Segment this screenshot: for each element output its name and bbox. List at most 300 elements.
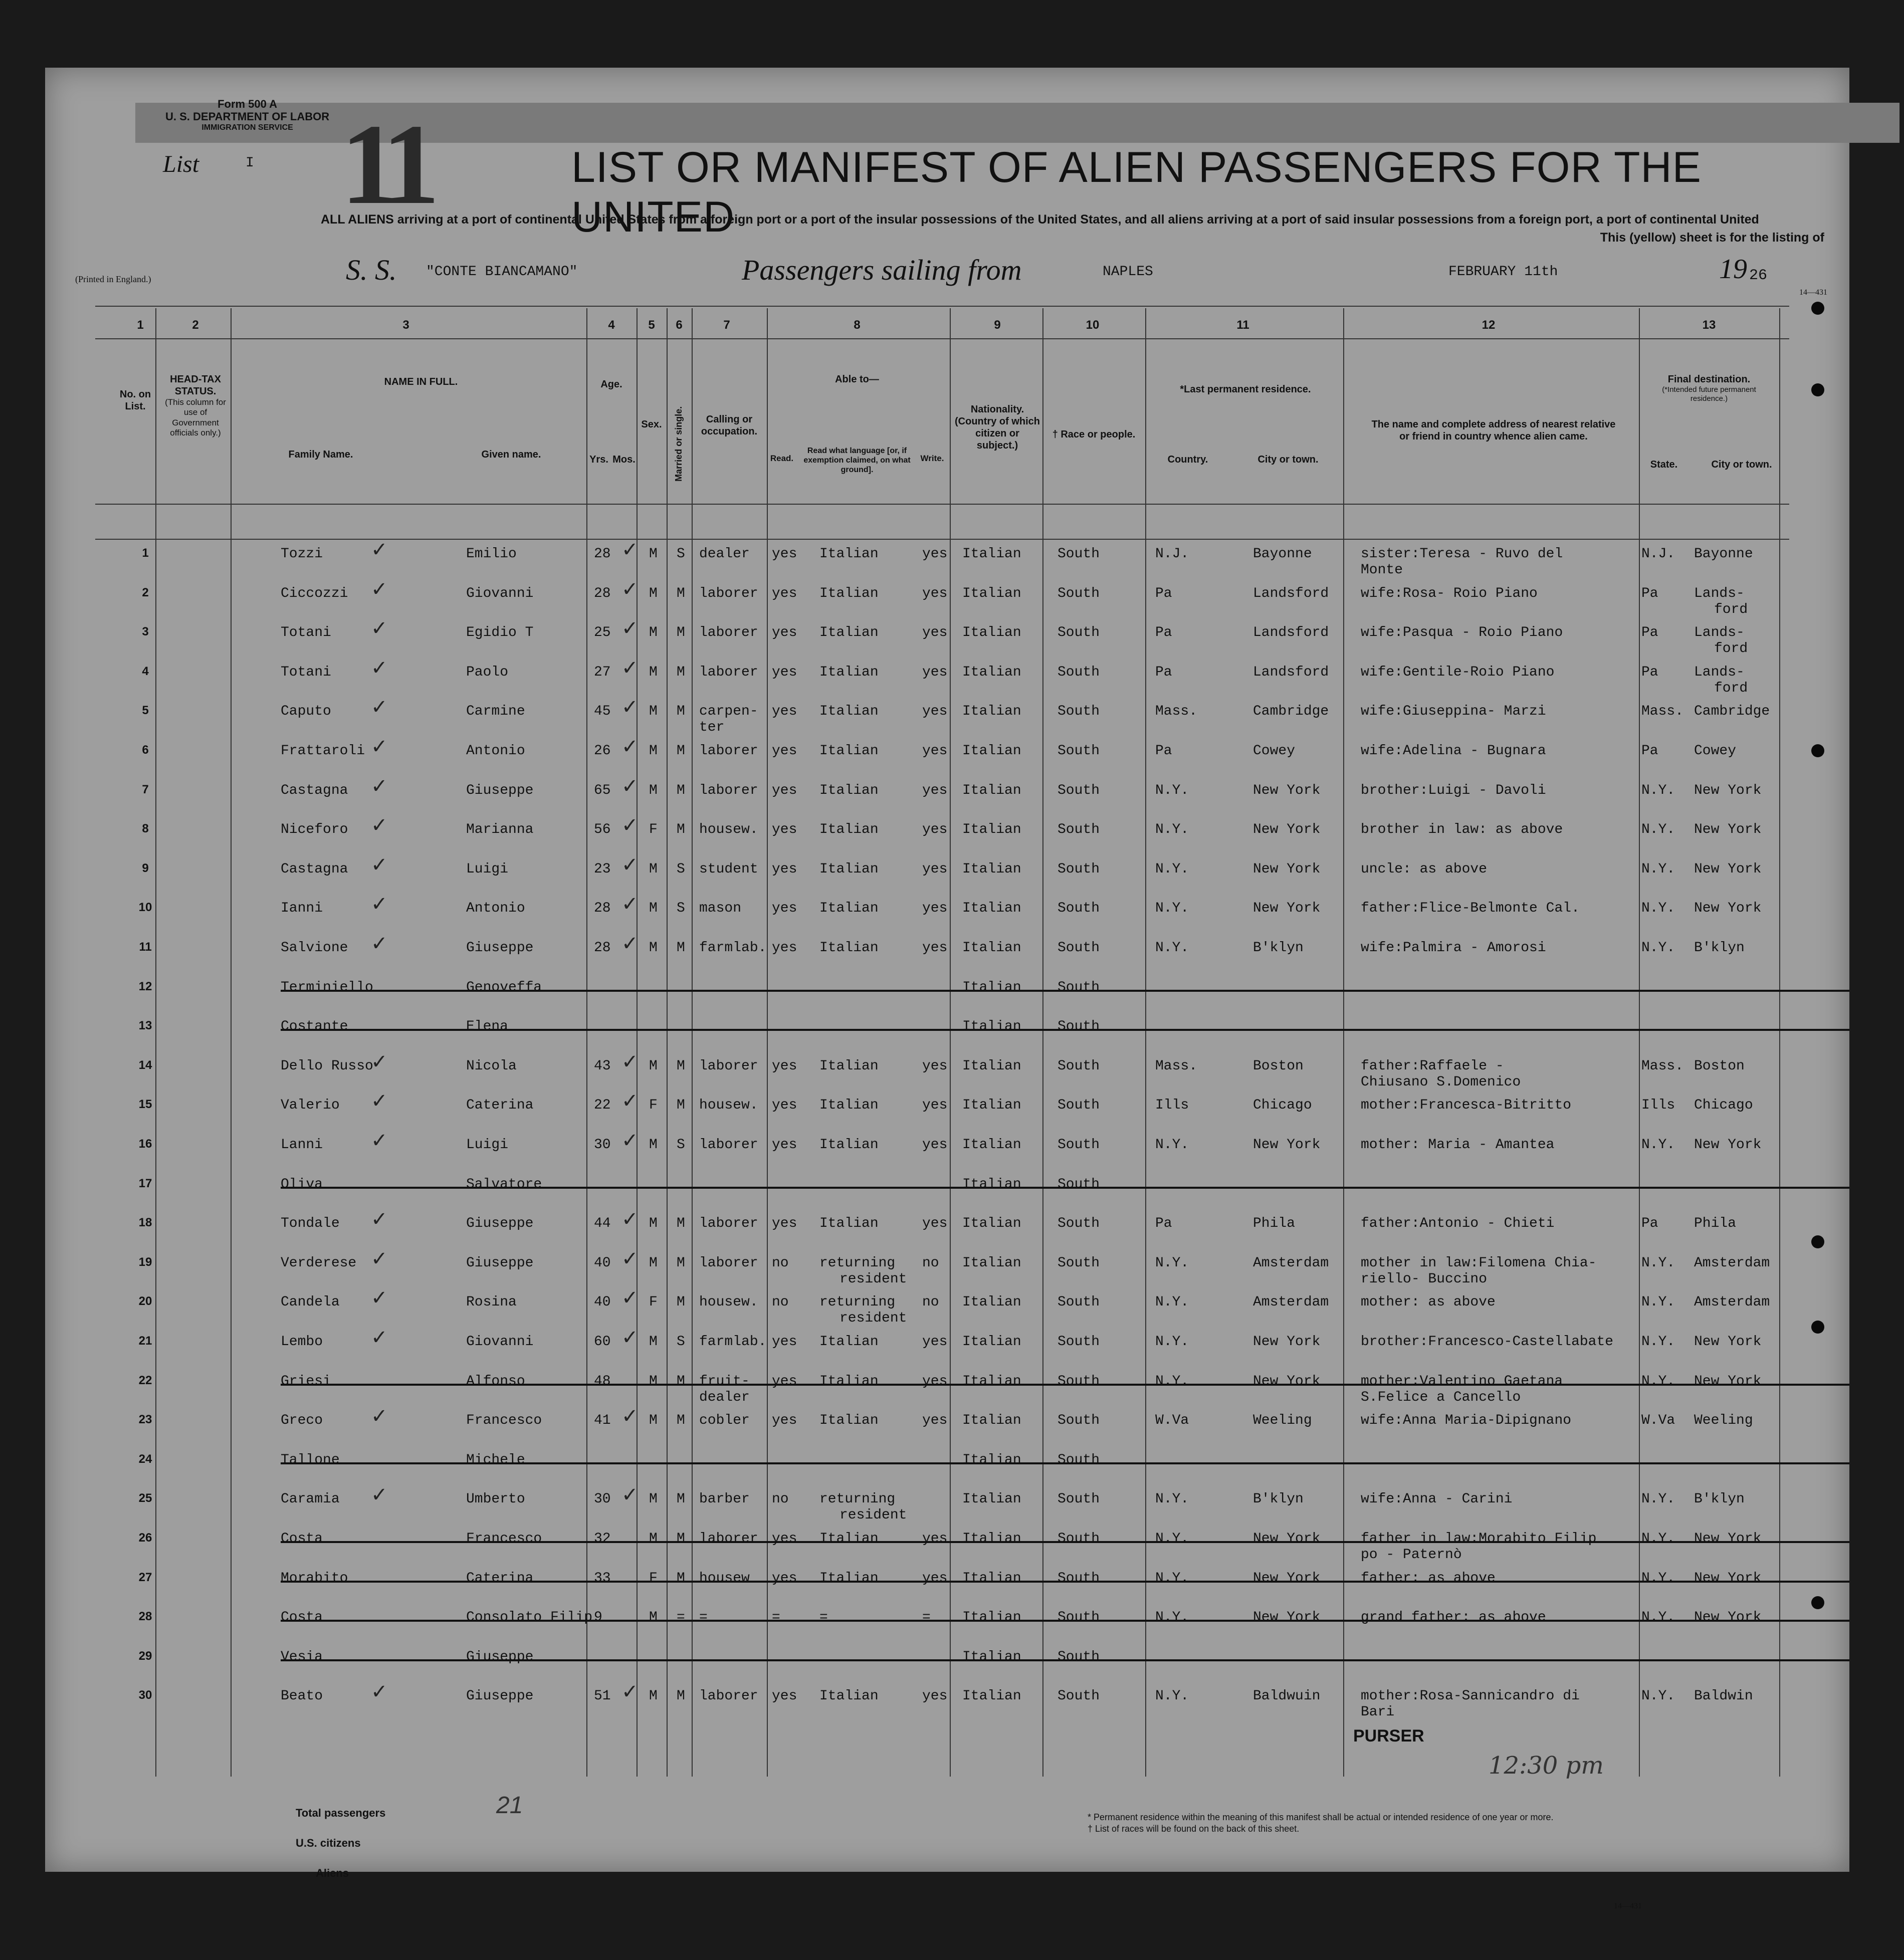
checkmark-icon: ✓	[621, 893, 639, 916]
family-name: Dello Russo	[281, 1058, 373, 1074]
form-ref-bottom: 14—431	[1614, 1902, 1642, 1910]
occupation: =	[699, 1610, 708, 1626]
checkmark-icon: ✓	[371, 932, 388, 955]
family-name: Lembo	[281, 1334, 323, 1350]
nationality: Italian	[962, 1019, 1021, 1035]
nearest-relative: brother in law: as above	[1361, 822, 1563, 838]
table-row	[45, 932, 1849, 979]
family-name: Caramia	[281, 1491, 340, 1507]
residence-country: N.Y.	[1155, 861, 1189, 877]
row-number: 18	[138, 1216, 152, 1230]
residence-city: Cambridge	[1253, 704, 1329, 720]
can-write: yes	[922, 1373, 948, 1389]
race: South	[1057, 585, 1100, 601]
residence-country: N.Y.	[1155, 782, 1189, 798]
age-years: 27	[594, 664, 611, 680]
occupation: dealer	[699, 546, 750, 562]
sex: M	[649, 1413, 658, 1429]
sex: M	[649, 1688, 658, 1704]
read-language: Italian	[819, 1531, 879, 1547]
age-years: 28	[594, 901, 611, 917]
destination-city: New York	[1694, 1334, 1762, 1350]
read-language: =	[819, 1610, 828, 1626]
sex: M	[649, 1216, 658, 1232]
can-write: yes	[922, 1216, 948, 1232]
destination-city: B'klyn	[1694, 940, 1745, 956]
residence-country: N.Y.	[1155, 1531, 1189, 1547]
strike-line	[281, 1029, 1849, 1031]
can-write: yes	[922, 861, 948, 877]
destination-state: Pa	[1641, 585, 1658, 601]
can-read: yes	[772, 782, 797, 798]
read-language: Italian	[819, 743, 879, 759]
can-read: yes	[772, 546, 797, 562]
can-write: =	[922, 1610, 931, 1626]
final-destination-label: Final destination.	[1667, 374, 1751, 385]
can-read: yes	[772, 822, 797, 838]
table-row	[45, 853, 1849, 901]
destination-city: B'klyn	[1694, 1491, 1745, 1507]
column-number: 9	[994, 318, 1001, 332]
given-name: Giuseppe	[466, 1216, 534, 1232]
destination-state: N.Y.	[1641, 822, 1675, 838]
residence-city: Landsford	[1253, 585, 1329, 601]
grid-line	[95, 338, 1789, 339]
row-number: 26	[138, 1531, 152, 1545]
can-write: yes	[922, 585, 948, 601]
race: South	[1057, 1058, 1100, 1074]
can-read: yes	[772, 585, 797, 601]
subtitle-line-1: ALL ALIENS arriving at a port of continental United States from a foreign port or a port of the insular possessions of the United States, and all aliens arriving at a port of said insular possessions from a foreign port, a port of continental United	[321, 212, 1759, 227]
column-number: 3	[402, 318, 409, 332]
given-name: Giuseppe	[466, 1649, 534, 1665]
manifest-subtitle	[321, 210, 1824, 247]
checkmark-icon: ✓	[621, 538, 639, 561]
destination-city: New York	[1694, 1373, 1762, 1389]
marital-status: M	[677, 585, 685, 601]
nearest-relative-cont: Chiusano S.Domenico	[1361, 1074, 1521, 1090]
table-row	[45, 1483, 1849, 1531]
destination-city: Lands-	[1694, 585, 1745, 601]
checkmark-icon: ✓	[621, 1050, 639, 1073]
family-name: Valerio	[281, 1098, 340, 1114]
nearest-relative: mother: Maria - Amantea	[1361, 1137, 1555, 1153]
nationality: Italian	[962, 1098, 1021, 1114]
checkmark-icon: ✓	[371, 1405, 388, 1428]
residence-city: Landsford	[1253, 664, 1329, 680]
sex: M	[649, 546, 658, 562]
residence-city: New York	[1253, 901, 1321, 917]
occupation-cont: dealer	[699, 1389, 750, 1405]
residence-city: B'klyn	[1253, 940, 1304, 956]
manifest-sheet	[45, 68, 1849, 1910]
header-given-name: Given name.	[481, 449, 541, 460]
checkmark-icon: ✓	[371, 853, 388, 877]
table-row	[45, 893, 1849, 940]
row-number: 13	[138, 1019, 152, 1033]
checkmark-icon: ✓	[371, 893, 388, 916]
form-header	[165, 98, 329, 132]
year-printed: 19	[1719, 254, 1747, 285]
table-row	[45, 1571, 1849, 1610]
header-country: Country.	[1167, 454, 1208, 465]
sailing-date: FEBRUARY 11th	[1448, 264, 1558, 280]
grid-line	[95, 504, 1789, 505]
race: South	[1057, 861, 1100, 877]
occupation: laborer	[699, 1255, 758, 1271]
race: South	[1057, 1570, 1100, 1586]
residence-country: N.Y.	[1155, 822, 1189, 838]
occupation: housew.	[699, 1098, 758, 1114]
nearest-relative: wife:Adelina - Bugnara	[1361, 743, 1546, 759]
marital-status: M	[677, 1294, 685, 1311]
residence-city: Weeling	[1253, 1413, 1312, 1429]
given-name: Emilio	[466, 546, 517, 562]
list-number-stamp: 11	[341, 100, 430, 228]
row-number: 1	[142, 546, 149, 560]
residence-country: Ills	[1155, 1098, 1189, 1114]
family-name: Beato	[281, 1688, 323, 1704]
nationality: Italian	[962, 1216, 1021, 1232]
table-row	[45, 1286, 1849, 1334]
marital-status: S	[677, 546, 685, 562]
residence-country: N.Y.	[1155, 1334, 1189, 1350]
given-name: Caterina	[466, 1570, 534, 1586]
race: South	[1057, 1137, 1100, 1153]
nearest-relative: father in law:Morabito Filip	[1361, 1531, 1597, 1547]
sex: M	[649, 1373, 658, 1389]
residence-country: N.Y.	[1155, 1294, 1189, 1311]
race: South	[1057, 1649, 1100, 1665]
nationality: Italian	[962, 546, 1021, 562]
destination-state: N.Y.	[1641, 1688, 1675, 1704]
strike-line	[281, 1462, 1849, 1464]
column-number: 2	[192, 318, 199, 332]
destination-state: N.Y.	[1641, 1531, 1675, 1547]
given-name: Giuseppe	[466, 1255, 534, 1271]
occupation: housew.	[699, 1294, 758, 1311]
destination-city-cont: ford	[1714, 641, 1748, 657]
nationality: Italian	[962, 782, 1021, 798]
can-read: no	[772, 1255, 789, 1271]
nearest-relative: grand father: as above	[1361, 1610, 1546, 1626]
column-number: 8	[854, 318, 861, 332]
race: South	[1057, 822, 1100, 838]
age-years: 23	[594, 861, 611, 877]
race: South	[1057, 1255, 1100, 1271]
family-name: Ianni	[281, 901, 323, 917]
nationality: Italian	[962, 861, 1021, 877]
header-relative: The name and complete address of nearest relative or friend in country whence alien came.	[1371, 419, 1616, 442]
can-write: yes	[922, 1688, 948, 1704]
nationality: Italian	[962, 1610, 1021, 1626]
service: IMMIGRATION SERVICE	[201, 123, 293, 132]
can-read: yes	[772, 901, 797, 917]
nearest-relative: mother:Francesca-Bitritto	[1361, 1098, 1572, 1114]
nationality: Italian	[962, 1334, 1021, 1350]
occupation: laborer	[699, 782, 758, 798]
nationality: Italian	[962, 1531, 1021, 1547]
punch-hole	[1811, 383, 1824, 396]
destination-state: N.Y.	[1641, 861, 1675, 877]
column-number: 1	[137, 318, 144, 332]
destination-city: Lands-	[1694, 625, 1745, 641]
given-name: Rosina	[466, 1294, 517, 1311]
nationality: Italian	[962, 1176, 1021, 1192]
read-language-cont: resident	[839, 1311, 907, 1327]
printed-note: (Printed in England.)	[75, 274, 151, 284]
purser-label: PURSER	[1353, 1726, 1424, 1746]
table-row	[45, 577, 1849, 625]
destination-state: N.J.	[1641, 546, 1675, 562]
checkmark-icon: ✓	[621, 656, 639, 680]
family-name: Costa	[281, 1610, 323, 1626]
can-read: no	[772, 1294, 789, 1311]
can-write: yes	[922, 546, 948, 562]
can-write: yes	[922, 940, 948, 956]
given-name: Carmine	[466, 704, 525, 720]
given-name: Caterina	[466, 1098, 534, 1114]
punch-hole	[1811, 1596, 1824, 1609]
nearest-relative: father:Raffaele -	[1361, 1058, 1504, 1074]
race: South	[1057, 1452, 1100, 1468]
row-number: 20	[138, 1294, 152, 1309]
can-write: yes	[922, 1058, 948, 1074]
destination-city: New York	[1694, 1137, 1762, 1153]
department: U. S. DEPARTMENT OF LABOR	[165, 110, 330, 123]
checkmark-icon: ✓	[371, 617, 388, 640]
headtax-label: HEAD-TAX STATUS.	[170, 374, 221, 397]
row-number: 27	[138, 1570, 152, 1584]
family-name: Caputo	[281, 704, 331, 720]
residence-city: New York	[1253, 1137, 1321, 1153]
nationality: Italian	[962, 1413, 1021, 1429]
destination-city: New York	[1694, 782, 1762, 798]
marital-status: M	[677, 1413, 685, 1429]
destination-city: Amsterdam	[1694, 1255, 1770, 1271]
family-name: Vesia	[281, 1649, 323, 1665]
nearest-relative: wife:Pasqua - Roio Piano	[1361, 625, 1563, 641]
marital-status: =	[677, 1610, 685, 1626]
footnotes	[1088, 1812, 1554, 1835]
destination-state: N.Y.	[1641, 901, 1675, 917]
read-language: returning	[819, 1294, 896, 1311]
occupation: student	[699, 861, 758, 877]
nearest-relative: mother:Rosa-Sannicandro di	[1361, 1688, 1580, 1704]
can-write: yes	[922, 1334, 948, 1350]
residence-country: W.Va	[1155, 1413, 1189, 1429]
header-read: Read.	[770, 454, 794, 463]
strike-line	[281, 1384, 1849, 1386]
read-language: Italian	[819, 704, 879, 720]
can-write: yes	[922, 704, 948, 720]
handwritten-time: 12:30 pm	[1489, 1752, 1604, 1780]
nationality: Italian	[962, 1570, 1021, 1586]
family-name: Terminiello	[281, 979, 373, 995]
can-write: yes	[922, 743, 948, 759]
destination-state: Ills	[1641, 1098, 1675, 1114]
destination-city: New York	[1694, 861, 1762, 877]
marital-status: M	[677, 1058, 685, 1074]
can-read: yes	[772, 743, 797, 759]
read-language: Italian	[819, 822, 879, 838]
sex: M	[649, 1137, 658, 1153]
nationality: Italian	[962, 901, 1021, 917]
occupation: cobler	[699, 1413, 750, 1429]
table-row	[45, 1129, 1849, 1176]
residence-country: Pa	[1155, 625, 1172, 641]
given-name: Luigi	[466, 861, 509, 877]
can-read: yes	[772, 861, 797, 877]
can-read: no	[772, 1491, 789, 1507]
grid-line	[95, 306, 1789, 307]
destination-state: Mass.	[1641, 704, 1684, 720]
residence-city: New York	[1253, 822, 1321, 838]
marital-status: M	[677, 822, 685, 838]
age-years: 33	[594, 1570, 611, 1586]
can-read: yes	[772, 704, 797, 720]
checkmark-icon: ✓	[621, 1208, 639, 1231]
race: South	[1057, 546, 1100, 562]
checkmark-icon: ✓	[621, 1286, 639, 1310]
read-language: Italian	[819, 1098, 879, 1114]
row-number: 16	[138, 1137, 152, 1151]
occupation: laborer	[699, 664, 758, 680]
race: South	[1057, 1176, 1100, 1192]
row-number: 6	[142, 743, 149, 757]
strike-line	[281, 1620, 1849, 1622]
given-name: Francesco	[466, 1531, 542, 1547]
family-name: Totani	[281, 625, 331, 641]
nearest-relative: uncle: as above	[1361, 861, 1488, 877]
marital-status: S	[677, 1137, 685, 1153]
family-name: Costa	[281, 1531, 323, 1547]
checkmark-icon: ✓	[371, 1090, 388, 1113]
destination-state: W.Va	[1641, 1413, 1675, 1429]
table-row	[45, 1610, 1849, 1649]
residence-country: Pa	[1155, 585, 1172, 601]
race: South	[1057, 1413, 1100, 1429]
race: South	[1057, 940, 1100, 956]
table-row	[45, 980, 1849, 1019]
checkmark-icon: ✓	[371, 656, 388, 680]
form-number: Form 500 A	[218, 98, 278, 110]
read-language: Italian	[819, 901, 879, 917]
header-city: City or town.	[1257, 454, 1319, 465]
age-years: 26	[594, 743, 611, 759]
destination-city: Chicago	[1694, 1098, 1753, 1114]
read-language: Italian	[819, 546, 879, 562]
sex: M	[649, 901, 658, 917]
column-number: 4	[608, 318, 615, 332]
given-name: Umberto	[466, 1491, 525, 1507]
aliens-label: Aliens	[316, 1867, 349, 1879]
nationality: Italian	[962, 664, 1021, 680]
table-row	[45, 1452, 1849, 1491]
row-number: 15	[138, 1098, 152, 1112]
checkmark-icon: ✓	[371, 696, 388, 719]
marital-status: M	[677, 782, 685, 798]
can-write: yes	[922, 901, 948, 917]
nationality: Italian	[962, 1137, 1021, 1153]
race: South	[1057, 1688, 1100, 1704]
can-read: yes	[772, 1137, 797, 1153]
occupation: barber	[699, 1491, 750, 1507]
destination-city: Lands-	[1694, 664, 1745, 680]
checkmark-icon: ✓	[371, 1680, 388, 1704]
punch-hole	[1811, 302, 1824, 315]
headtax-note: (This column for use of Government officials only.)	[165, 397, 226, 438]
column-number: 6	[676, 318, 683, 332]
marital-status: S	[677, 901, 685, 917]
strike-line	[281, 1581, 1849, 1583]
table-row	[45, 1247, 1849, 1294]
race: South	[1057, 1334, 1100, 1350]
residence-city: Bayonne	[1253, 546, 1312, 562]
race: South	[1057, 664, 1100, 680]
sex: M	[649, 782, 658, 798]
occupation: laborer	[699, 743, 758, 759]
us-citizens-label: U.S. citizens	[296, 1837, 361, 1849]
occupation: laborer	[699, 1137, 758, 1153]
destination-state: Pa	[1641, 664, 1658, 680]
race: South	[1057, 1373, 1100, 1389]
checkmark-icon: ✓	[621, 1405, 639, 1428]
strike-line	[281, 1659, 1849, 1661]
row-number: 10	[138, 901, 152, 915]
can-write: yes	[922, 782, 948, 798]
can-read: yes	[772, 1334, 797, 1350]
occupation: farmlab.	[699, 1334, 767, 1350]
family-name: Tondale	[281, 1216, 340, 1232]
race: South	[1057, 1294, 1100, 1311]
residence-city: Landsford	[1253, 625, 1329, 641]
destination-city: New York	[1694, 901, 1762, 917]
marital-status: M	[677, 1491, 685, 1507]
can-read: yes	[772, 940, 797, 956]
age-years: 28	[594, 585, 611, 601]
checkmark-icon: ✓	[371, 577, 388, 601]
row-number: 14	[138, 1058, 152, 1072]
destination-state: N.Y.	[1641, 1334, 1675, 1350]
punch-hole	[1811, 744, 1824, 757]
read-language: Italian	[819, 940, 879, 956]
family-name: Frattaroli	[281, 743, 365, 759]
marital-status: M	[677, 1531, 685, 1547]
marital-status: M	[677, 1373, 685, 1389]
nearest-relative: wife:Anna Maria-Dipignano	[1361, 1413, 1572, 1429]
table-row	[45, 1374, 1849, 1413]
race: South	[1057, 1098, 1100, 1114]
checkmark-icon: ✓	[621, 1483, 639, 1507]
read-language: Italian	[819, 782, 879, 798]
can-write: no	[922, 1255, 939, 1271]
given-name: Elena	[466, 1019, 509, 1035]
residence-city: Boston	[1253, 1058, 1304, 1074]
sex: M	[649, 743, 658, 759]
residence-country: Mass.	[1155, 704, 1198, 720]
age-years: 60	[594, 1334, 611, 1350]
row-number: 4	[142, 664, 149, 678]
occupation: laborer	[699, 1688, 758, 1704]
residence-city: Amsterdam	[1253, 1294, 1329, 1311]
read-language-cont: resident	[839, 1507, 907, 1523]
can-write: no	[922, 1294, 939, 1311]
nationality: Italian	[962, 1452, 1021, 1468]
given-name: Luigi	[466, 1137, 509, 1153]
grid-line	[95, 539, 1789, 540]
residence-city: New York	[1253, 1610, 1321, 1626]
